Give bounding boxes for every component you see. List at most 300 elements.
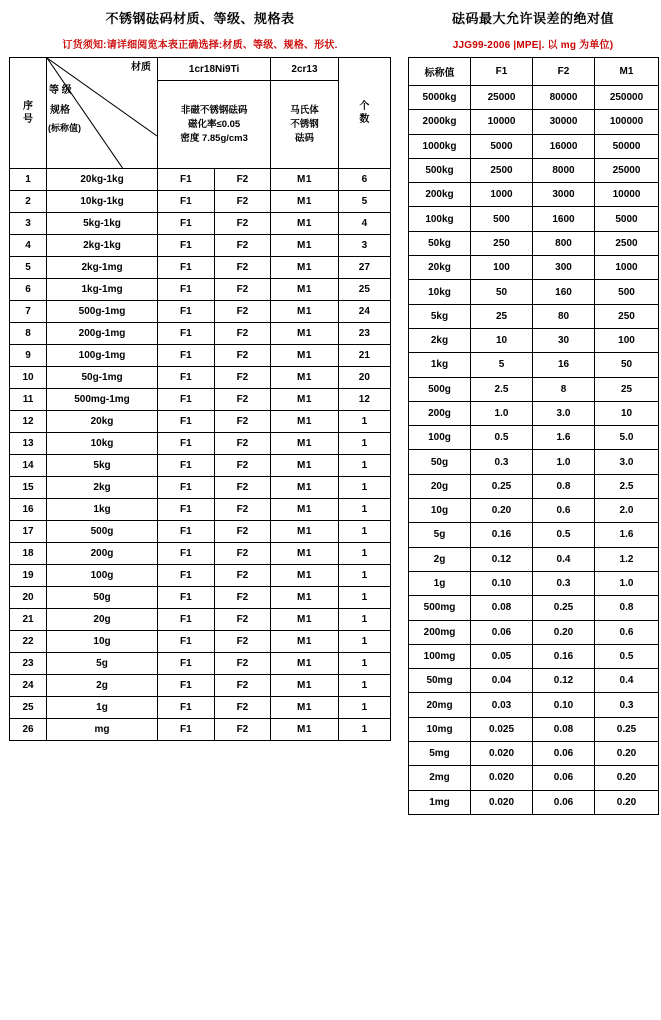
table-row xyxy=(10,235,391,257)
mpe-cell-m1: 50 xyxy=(595,353,659,377)
cell-grade-m1: M1 xyxy=(271,675,338,697)
mpe-cell-f1: 1.0 xyxy=(471,401,533,425)
mpe-cell-nominal: 5mg xyxy=(409,742,471,766)
cell-grade-f1: F1 xyxy=(158,719,215,741)
mpe-row xyxy=(409,499,659,523)
cell-grade-m1: M1 xyxy=(271,169,338,191)
table-row xyxy=(10,191,391,213)
mpe-cell-m1: 1.6 xyxy=(595,523,659,547)
cell-count: 1 xyxy=(338,543,390,565)
material-grade-spec-table xyxy=(9,57,391,741)
cell-grade-f2: F2 xyxy=(214,389,271,411)
cell-grade-f1: F1 xyxy=(158,235,215,257)
mpe-cell-m1: 10 xyxy=(595,401,659,425)
mpe-cell-f1: 10 xyxy=(471,328,533,352)
table-row xyxy=(10,631,391,653)
mpe-row xyxy=(409,571,659,595)
mpe-row xyxy=(409,280,659,304)
mpe-cell-f1: 0.25 xyxy=(471,474,533,498)
cell-sequence: 11 xyxy=(10,389,47,411)
mpe-cell-m1: 0.4 xyxy=(595,669,659,693)
header-spec-label: 规格 xyxy=(50,105,70,116)
table-header-row xyxy=(10,58,391,81)
cell-grade-f1: F1 xyxy=(158,543,215,565)
mpe-cell-m1: 1.0 xyxy=(595,571,659,595)
cell-count: 24 xyxy=(338,301,390,323)
mpe-cell-f1: 500 xyxy=(471,207,533,231)
mpe-cell-f1: 0.05 xyxy=(471,644,533,668)
mpe-cell-m1: 2500 xyxy=(595,231,659,255)
mpe-cell-m1: 0.8 xyxy=(595,596,659,620)
mpe-cell-nominal: 1kg xyxy=(409,353,471,377)
header-2cr13-desc xyxy=(271,81,338,169)
cell-count: 25 xyxy=(338,279,390,301)
cell-spec: 50g-1mg xyxy=(47,367,158,389)
mpe-cell-m1: 5.0 xyxy=(595,426,659,450)
cell-sequence: 7 xyxy=(10,301,47,323)
mpe-cell-f2: 0.20 xyxy=(533,620,595,644)
mpe-cell-m1: 1.2 xyxy=(595,547,659,571)
cell-count: 1 xyxy=(338,455,390,477)
mpe-cell-m1: 1000 xyxy=(595,256,659,280)
cell-grade-m1: M1 xyxy=(271,389,338,411)
header-sequence-line2: 号 xyxy=(23,114,33,125)
cell-count: 1 xyxy=(338,609,390,631)
mpe-cell-f1: 5000 xyxy=(471,134,533,158)
mpe-cell-nominal: 50kg xyxy=(409,231,471,255)
mpe-cell-nominal: 500mg xyxy=(409,596,471,620)
header-sequence xyxy=(10,58,47,169)
mpe-cell-f2: 3.0 xyxy=(533,401,595,425)
mpe-row xyxy=(409,644,659,668)
mpe-cell-f2: 3000 xyxy=(533,183,595,207)
cell-sequence: 14 xyxy=(10,455,47,477)
cell-grade-m1: M1 xyxy=(271,235,338,257)
mpe-cell-nominal: 2kg xyxy=(409,328,471,352)
cell-grade-f1: F1 xyxy=(158,257,215,279)
cell-grade-m1: M1 xyxy=(271,543,338,565)
mpe-cell-nominal: 5kg xyxy=(409,304,471,328)
mpe-cell-f1: 2.5 xyxy=(471,377,533,401)
cell-grade-m1: M1 xyxy=(271,367,338,389)
mpe-cell-f2: 0.8 xyxy=(533,474,595,498)
mpe-cell-nominal: 5g xyxy=(409,523,471,547)
table-row xyxy=(10,213,391,235)
cell-sequence: 18 xyxy=(10,543,47,565)
mpe-cell-nominal: 10mg xyxy=(409,717,471,741)
cell-count: 1 xyxy=(338,631,390,653)
cell-grade-f1: F1 xyxy=(158,301,215,323)
mpe-header-row xyxy=(409,58,659,86)
cell-spec: 500g-1mg xyxy=(47,301,158,323)
cell-count: 23 xyxy=(338,323,390,345)
mpe-cell-nominal: 100mg xyxy=(409,644,471,668)
mpe-cell-nominal: 1000kg xyxy=(409,134,471,158)
right-section xyxy=(405,0,661,815)
mpe-row xyxy=(409,256,659,280)
desc-weight: 砝码 xyxy=(294,132,314,144)
mpe-cell-f2: 16 xyxy=(533,353,595,377)
mpe-cell-nominal: 200mg xyxy=(409,620,471,644)
cell-count: 12 xyxy=(338,389,390,411)
cell-grade-f2: F2 xyxy=(214,521,271,543)
cell-spec: 50g xyxy=(47,587,158,609)
cell-sequence: 21 xyxy=(10,609,47,631)
cell-grade-f2: F2 xyxy=(214,543,271,565)
cell-spec: 5kg-1kg xyxy=(47,213,158,235)
header-count-line1: 个 xyxy=(359,101,370,112)
cell-spec: 2kg xyxy=(47,477,158,499)
table-row xyxy=(10,609,391,631)
cell-spec: 10kg xyxy=(47,433,158,455)
cell-sequence: 19 xyxy=(10,565,47,587)
mpe-cell-nominal: 20kg xyxy=(409,256,471,280)
mpe-cell-f1: 0.020 xyxy=(471,766,533,790)
mpe-cell-m1: 10000 xyxy=(595,183,659,207)
mpe-cell-f1: 25 xyxy=(471,304,533,328)
cell-spec: mg xyxy=(47,719,158,741)
cell-grade-f1: F1 xyxy=(158,389,215,411)
mpe-row xyxy=(409,110,659,134)
mpe-cell-f2: 0.06 xyxy=(533,766,595,790)
mpe-row xyxy=(409,401,659,425)
mpe-row xyxy=(409,717,659,741)
cell-grade-m1: M1 xyxy=(271,521,338,543)
mpe-cell-m1: 0.20 xyxy=(595,790,659,814)
mpe-cell-f1: 0.10 xyxy=(471,571,533,595)
mpe-cell-nominal: 500kg xyxy=(409,158,471,182)
cell-grade-f2: F2 xyxy=(214,477,271,499)
mpe-row xyxy=(409,547,659,571)
mpe-cell-f1: 0.20 xyxy=(471,499,533,523)
cell-grade-f2: F2 xyxy=(214,191,271,213)
mpe-cell-m1: 250 xyxy=(595,304,659,328)
cell-grade-f1: F1 xyxy=(158,697,215,719)
table-row xyxy=(10,653,391,675)
mpe-cell-f2: 0.25 xyxy=(533,596,595,620)
mpe-cell-f1: 0.16 xyxy=(471,523,533,547)
cell-spec: 200g xyxy=(47,543,158,565)
mpe-cell-f2: 0.16 xyxy=(533,644,595,668)
left-title: 不锈钢砝码材质、等级、规格表 xyxy=(105,11,295,26)
cell-grade-f2: F2 xyxy=(214,587,271,609)
cell-grade-f1: F1 xyxy=(158,191,215,213)
cell-grade-m1: M1 xyxy=(271,213,338,235)
cell-grade-f1: F1 xyxy=(158,499,215,521)
cell-grade-f2: F2 xyxy=(214,169,271,191)
mpe-header-f2: F2 xyxy=(533,58,595,86)
mpe-cell-m1: 0.20 xyxy=(595,742,659,766)
mpe-cell-nominal: 200kg xyxy=(409,183,471,207)
header-nominal-label: (标称值) xyxy=(48,123,81,133)
mpe-row xyxy=(409,790,659,814)
mpe-cell-f1: 250 xyxy=(471,231,533,255)
mpe-cell-f2: 1.0 xyxy=(533,450,595,474)
cell-grade-m1: M1 xyxy=(271,411,338,433)
mpe-cell-nominal: 50g xyxy=(409,450,471,474)
desc-martensite: 马氏体 xyxy=(290,104,319,116)
mpe-row xyxy=(409,766,659,790)
left-section xyxy=(0,0,400,741)
cell-sequence: 15 xyxy=(10,477,47,499)
mpe-row xyxy=(409,158,659,182)
cell-grade-f1: F1 xyxy=(158,433,215,455)
mpe-cell-f1: 0.020 xyxy=(471,742,533,766)
cell-sequence: 12 xyxy=(10,411,47,433)
mpe-cell-nominal: 5000kg xyxy=(409,86,471,110)
cell-grade-m1: M1 xyxy=(271,631,338,653)
table-row xyxy=(10,565,391,587)
mpe-cell-f1: 25000 xyxy=(471,86,533,110)
cell-grade-f2: F2 xyxy=(214,455,271,477)
mpe-cell-f1: 5 xyxy=(471,353,533,377)
header-material-label: 材质 xyxy=(131,62,152,73)
mpe-row xyxy=(409,669,659,693)
mpe-cell-f2: 160 xyxy=(533,280,595,304)
cell-grade-f2: F2 xyxy=(214,279,271,301)
cell-grade-f2: F2 xyxy=(214,719,271,741)
cell-sequence: 20 xyxy=(10,587,47,609)
cell-count: 1 xyxy=(338,521,390,543)
mpe-cell-nominal: 100g xyxy=(409,426,471,450)
cell-grade-m1: M1 xyxy=(271,301,338,323)
cell-count: 21 xyxy=(338,345,390,367)
table-row xyxy=(10,675,391,697)
table-row xyxy=(10,543,391,565)
mpe-cell-f1: 0.08 xyxy=(471,596,533,620)
table-row xyxy=(10,389,391,411)
mpe-row xyxy=(409,353,659,377)
cell-count: 6 xyxy=(338,169,390,191)
cell-grade-f2: F2 xyxy=(214,257,271,279)
cell-grade-f1: F1 xyxy=(158,631,215,653)
mpe-cell-f2: 30 xyxy=(533,328,595,352)
header-1cr18ni9ti-code: 1cr18Ni9Ti xyxy=(158,58,271,81)
cell-count: 1 xyxy=(338,565,390,587)
table-row xyxy=(10,433,391,455)
mpe-row xyxy=(409,620,659,644)
cell-grade-f2: F2 xyxy=(214,301,271,323)
cell-spec: 20kg xyxy=(47,411,158,433)
table-row xyxy=(10,367,391,389)
mpe-cell-nominal: 20g xyxy=(409,474,471,498)
mpe-cell-f2: 80000 xyxy=(533,86,595,110)
cell-grade-f2: F2 xyxy=(214,323,271,345)
cell-sequence: 22 xyxy=(10,631,47,653)
cell-grade-m1: M1 xyxy=(271,323,338,345)
mpe-row xyxy=(409,207,659,231)
cell-grade-m1: M1 xyxy=(271,499,338,521)
mpe-cell-m1: 100 xyxy=(595,328,659,352)
mpe-cell-f1: 0.03 xyxy=(471,693,533,717)
cell-count: 4 xyxy=(338,213,390,235)
cell-sequence: 26 xyxy=(10,719,47,741)
cell-grade-f1: F1 xyxy=(158,411,215,433)
header-1cr18ni9ti-desc xyxy=(158,81,271,169)
cell-sequence: 13 xyxy=(10,433,47,455)
cell-count: 5 xyxy=(338,191,390,213)
mpe-cell-nominal: 2000kg xyxy=(409,110,471,134)
cell-count: 1 xyxy=(338,477,390,499)
cell-grade-f2: F2 xyxy=(214,367,271,389)
cell-grade-m1: M1 xyxy=(271,719,338,741)
cell-sequence: 23 xyxy=(10,653,47,675)
cell-spec: 500mg-1mg xyxy=(47,389,158,411)
mpe-cell-f1: 0.5 xyxy=(471,426,533,450)
header-2cr13-code: 2cr13 xyxy=(271,58,338,81)
table-row xyxy=(10,169,391,191)
mpe-row xyxy=(409,304,659,328)
diagonal-header-box xyxy=(47,58,157,168)
table-row xyxy=(10,477,391,499)
mpe-header-m1: M1 xyxy=(595,58,659,86)
mpe-cell-m1: 5000 xyxy=(595,207,659,231)
cell-grade-m1: M1 xyxy=(271,477,338,499)
cell-count: 1 xyxy=(338,719,390,741)
cell-count: 1 xyxy=(338,697,390,719)
cell-count: 1 xyxy=(338,433,390,455)
table-row xyxy=(10,697,391,719)
cell-count: 1 xyxy=(338,675,390,697)
mpe-header-f1: F1 xyxy=(471,58,533,86)
mpe-cell-f1: 100 xyxy=(471,256,533,280)
cell-sequence: 2 xyxy=(10,191,47,213)
cell-sequence: 17 xyxy=(10,521,47,543)
mpe-cell-nominal: 1g xyxy=(409,571,471,595)
mpe-cell-f2: 16000 xyxy=(533,134,595,158)
mpe-row xyxy=(409,86,659,110)
cell-sequence: 10 xyxy=(10,367,47,389)
cell-spec: 10kg-1kg xyxy=(47,191,158,213)
mpe-cell-f2: 80 xyxy=(533,304,595,328)
cell-spec: 100g xyxy=(47,565,158,587)
cell-grade-m1: M1 xyxy=(271,433,338,455)
cell-spec: 1g xyxy=(47,697,158,719)
mpe-row xyxy=(409,596,659,620)
mpe-cell-nominal: 100kg xyxy=(409,207,471,231)
mpe-header-nominal: 标称值 xyxy=(409,58,471,86)
mpe-row xyxy=(409,377,659,401)
mpe-row xyxy=(409,450,659,474)
header-corner-diagonal xyxy=(47,58,158,169)
cell-grade-f1: F1 xyxy=(158,587,215,609)
cell-spec: 20g xyxy=(47,609,158,631)
mpe-cell-f1: 0.06 xyxy=(471,620,533,644)
header-grade-label: 等 级 xyxy=(49,85,72,96)
cell-spec: 1kg xyxy=(47,499,158,521)
cell-count: 27 xyxy=(338,257,390,279)
cell-grade-f1: F1 xyxy=(158,367,215,389)
cell-count: 3 xyxy=(338,235,390,257)
mpe-cell-f1: 2500 xyxy=(471,158,533,182)
cell-sequence: 9 xyxy=(10,345,47,367)
mpe-cell-f2: 8 xyxy=(533,377,595,401)
cell-grade-f1: F1 xyxy=(158,455,215,477)
mpe-row xyxy=(409,183,659,207)
mpe-cell-f2: 0.06 xyxy=(533,742,595,766)
cell-sequence: 4 xyxy=(10,235,47,257)
cell-grade-f1: F1 xyxy=(158,323,215,345)
left-subtitle: 订货须知:请详细阅览本表正确选择:材质、等级、规格、形状. xyxy=(62,40,338,51)
cell-spec: 10g xyxy=(47,631,158,653)
mpe-cell-f2: 0.6 xyxy=(533,499,595,523)
cell-sequence: 8 xyxy=(10,323,47,345)
cell-grade-f2: F2 xyxy=(214,499,271,521)
desc-stainless: 不锈钢 xyxy=(290,118,319,130)
cell-grade-m1: M1 xyxy=(271,279,338,301)
cell-grade-f1: F1 xyxy=(158,521,215,543)
mpe-cell-m1: 0.20 xyxy=(595,766,659,790)
table-row xyxy=(10,411,391,433)
mpe-cell-f2: 0.5 xyxy=(533,523,595,547)
mpe-cell-f2: 0.12 xyxy=(533,669,595,693)
mpe-cell-m1: 0.3 xyxy=(595,693,659,717)
cell-spec: 100g-1mg xyxy=(47,345,158,367)
cell-grade-m1: M1 xyxy=(271,345,338,367)
cell-spec: 2kg-1kg xyxy=(47,235,158,257)
mpe-cell-f2: 1.6 xyxy=(533,426,595,450)
mpe-cell-nominal: 10kg xyxy=(409,280,471,304)
mpe-cell-m1: 0.25 xyxy=(595,717,659,741)
mpe-row xyxy=(409,474,659,498)
cell-grade-f2: F2 xyxy=(214,697,271,719)
cell-grade-f1: F1 xyxy=(158,675,215,697)
mpe-row xyxy=(409,742,659,766)
cell-count: 1 xyxy=(338,653,390,675)
mpe-row xyxy=(409,328,659,352)
cell-grade-m1: M1 xyxy=(271,257,338,279)
table-row xyxy=(10,521,391,543)
cell-grade-f2: F2 xyxy=(214,609,271,631)
mpe-row xyxy=(409,693,659,717)
table-row xyxy=(10,719,391,741)
desc-magnetization: 磁化率≤0.05 xyxy=(188,118,241,130)
cell-spec: 500g xyxy=(47,521,158,543)
mpe-cell-m1: 3.0 xyxy=(595,450,659,474)
mpe-cell-f2: 0.06 xyxy=(533,790,595,814)
header-count xyxy=(338,58,390,169)
mpe-cell-nominal: 500g xyxy=(409,377,471,401)
mpe-cell-f1: 0.020 xyxy=(471,790,533,814)
cell-sequence: 24 xyxy=(10,675,47,697)
cell-grade-f2: F2 xyxy=(214,653,271,675)
cell-grade-f2: F2 xyxy=(214,213,271,235)
mpe-cell-f2: 800 xyxy=(533,231,595,255)
mpe-cell-m1: 100000 xyxy=(595,110,659,134)
mpe-cell-nominal: 1mg xyxy=(409,790,471,814)
right-subtitle: JJG99-2006 |MPE|. 以 mg 为单位) xyxy=(452,40,614,51)
mpe-cell-f1: 1000 xyxy=(471,183,533,207)
cell-spec: 200g-1mg xyxy=(47,323,158,345)
table-row xyxy=(10,301,391,323)
cell-grade-f2: F2 xyxy=(214,565,271,587)
cell-spec: 5g xyxy=(47,653,158,675)
mpe-row xyxy=(409,134,659,158)
mpe-cell-f2: 1600 xyxy=(533,207,595,231)
table-row xyxy=(10,323,391,345)
mpe-cell-f1: 0.12 xyxy=(471,547,533,571)
table-row xyxy=(10,345,391,367)
mpe-cell-m1: 0.5 xyxy=(595,644,659,668)
mpe-cell-nominal: 2mg xyxy=(409,766,471,790)
cell-sequence: 25 xyxy=(10,697,47,719)
cell-spec: 2kg-1mg xyxy=(47,257,158,279)
mpe-cell-m1: 25000 xyxy=(595,158,659,182)
cell-grade-f1: F1 xyxy=(158,653,215,675)
cell-grade-m1: M1 xyxy=(271,587,338,609)
cell-sequence: 5 xyxy=(10,257,47,279)
table-row xyxy=(10,499,391,521)
